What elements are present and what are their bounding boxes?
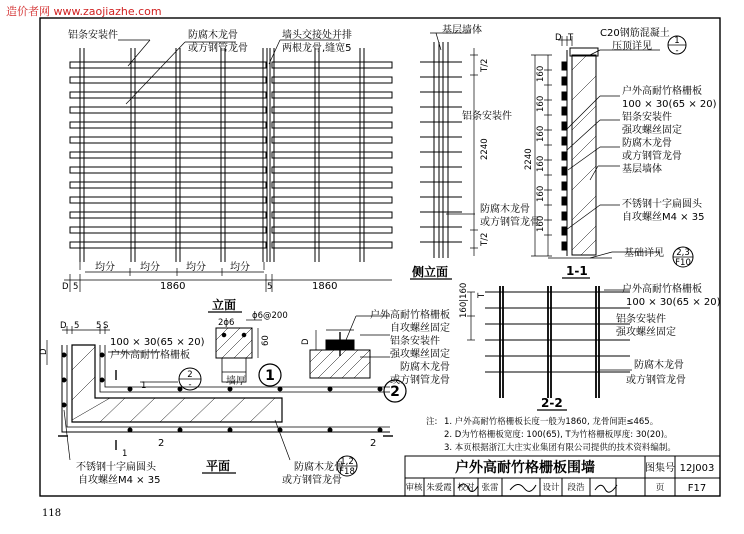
elevation-keel-label-2: 或方钢管龙骨 xyxy=(188,43,248,54)
elevation-dim-d: D xyxy=(62,282,69,292)
section11-dim-t: T xyxy=(568,33,574,43)
section11-boards xyxy=(562,62,566,250)
detail1-num: 1 xyxy=(265,368,275,384)
plan-ref-num: 2 xyxy=(187,370,193,380)
plan-mark-1b: 1 xyxy=(122,449,128,459)
section22-keel-1: 防腐木龙骨 xyxy=(634,360,684,371)
section11-keel-label-1: 防腐木龙骨 xyxy=(622,138,672,149)
side-keel-label-1: 防腐木龙骨 xyxy=(480,204,530,215)
plan-mark-1: 1 xyxy=(141,381,147,391)
section11-base-wall-label: 基层墙体 xyxy=(622,164,662,175)
title-block-check-name: 张雷 xyxy=(481,483,499,493)
watermark: 造价者网 www.zaojiazhe.com xyxy=(6,5,162,18)
elevation-joint-label-1: 墙头交接处并排 xyxy=(282,30,352,41)
plan-keel-label-1: 防腐木龙骨 xyxy=(294,462,344,473)
section11-foundation-label: 基础详见 xyxy=(624,248,664,259)
plan-dim-d-vert: D xyxy=(39,348,49,355)
section11-dim-step-2: 160 xyxy=(536,95,546,112)
detail2-leaders xyxy=(346,316,390,357)
detail2-fitting: 铝条安装件 xyxy=(390,336,440,347)
elevation-view xyxy=(64,40,392,292)
notes-item-2: 2. D为竹格栅板宽度: 100(65), T为竹格栅板厚度: 30(20)。 xyxy=(444,430,673,440)
section11-dim-step-5: 160 xyxy=(536,185,546,202)
section22-view xyxy=(467,286,632,398)
side-keel-label-2: 或方钢管龙骨 xyxy=(480,217,540,228)
detail2-board-label: 户外高耐竹格栅板 xyxy=(370,310,450,321)
section11-dim-step-6: 160 xyxy=(536,215,546,232)
section22-caption: 2-2 xyxy=(541,396,563,410)
notes-item-3: 3. 本页根据浙江大庄实业集团有限公司提供的技术资料编制。 xyxy=(444,443,676,453)
section22-fitting: 铝条安装件 xyxy=(616,314,666,325)
section22-t: T xyxy=(477,292,487,298)
section11-dim-step-3: 160 xyxy=(536,125,546,142)
section11-board-size: 100 × 30(65 × 20) xyxy=(622,99,717,110)
title-block-review: 审核 xyxy=(405,483,423,493)
detail2-screw-fix2: 强攻螺丝固定 xyxy=(390,349,450,360)
detail1-wall-thk: 墙厚 xyxy=(226,376,246,387)
side-base-wall-label: 基层墙体 xyxy=(442,25,482,36)
section11-screw-label-2: 自攻螺丝M4 × 35 xyxy=(622,212,705,223)
plan-keel-label-2: 或方钢管龙骨 xyxy=(282,475,342,486)
section11-screw-label-1: 不锈钢十字扁圆头 xyxy=(622,199,702,210)
side-fitting-label: 铝条安装件 xyxy=(462,111,512,122)
section11-keel-label-2: 或方钢管龙骨 xyxy=(622,151,682,162)
detail1-rebar: ϕ6@200 xyxy=(252,311,288,321)
section11-cap-label: C20钢筋混凝土 xyxy=(600,28,670,39)
detail1-coping xyxy=(216,328,252,358)
section11-dim-step-4: 160 xyxy=(536,155,546,172)
title-block-page-no: F17 xyxy=(687,483,707,494)
section22-keel-2: 或方钢管龙骨 xyxy=(626,375,686,386)
plan-dim-d: D xyxy=(60,321,67,331)
plan-ref2-num: 1,2 xyxy=(340,457,354,467)
plan-mark-2: 2 xyxy=(158,438,165,449)
section11-fitting-label: 铝条安装件 xyxy=(622,112,672,123)
page-number: 118 xyxy=(42,508,62,519)
side-dim-t2-bot: T/2 xyxy=(480,232,490,246)
notes-title: 注: xyxy=(426,417,438,427)
title-block-design: 设计 xyxy=(542,483,560,493)
section22-board-size: 100 × 30(65 × 20) xyxy=(626,297,721,308)
elevation-dim-span-2: 1860 xyxy=(312,281,338,292)
title-block-atlas-label: 图集号 xyxy=(645,463,675,474)
side-caption: 侧立面 xyxy=(412,265,449,279)
section11-dim-d: D xyxy=(555,33,562,43)
title-block-design-name: 段浩 xyxy=(567,483,585,493)
side-dim-t2-top: T/2 xyxy=(480,58,490,72)
detail1-rebar2: 2ϕ6 xyxy=(218,318,235,328)
plan-screw-label-1: 不锈钢十字扁圆头 xyxy=(76,462,156,473)
section11-cap-ref-sheet: - xyxy=(675,46,679,56)
elevation-joint-label-2: 两根龙骨,缝宽5 xyxy=(282,43,352,54)
plan-board-label: 户外高耐竹格栅板 xyxy=(110,350,190,361)
detail2-screw-fix: 自攻螺丝固定 xyxy=(390,323,450,334)
section11-wall xyxy=(572,55,596,255)
signature-design xyxy=(595,485,617,492)
plan-caption: 平面 xyxy=(206,459,231,473)
elevation-equal-3: 均分 xyxy=(186,262,206,273)
title-block-title: 户外高耐竹格栅板围墙 xyxy=(455,460,595,476)
detail1-height: 60 xyxy=(261,335,271,346)
section11-caption: 1-1 xyxy=(566,264,588,278)
section11-board-label: 户外高耐竹格栅板 xyxy=(622,86,702,97)
plan-dim-5: 5 xyxy=(74,321,80,331)
title-block-review-name: 朱爱霞 xyxy=(426,483,452,493)
elevation-dim-5: 5 xyxy=(73,282,79,292)
elevation-equal-2: 均分 xyxy=(140,262,160,273)
elevation-caption: 立面 xyxy=(212,298,237,312)
section11-foundation-sheet: F10 xyxy=(675,258,691,268)
elevation-dim-5b: 5 xyxy=(267,282,273,292)
detail2-keel-2: 或方钢管龙骨 xyxy=(390,375,450,386)
section22-boards xyxy=(485,292,630,372)
elevation-dim-span-1: 1860 xyxy=(160,281,186,292)
side-boards xyxy=(420,62,462,242)
elevation-keel-label-1: 防腐木龙骨 xyxy=(188,30,238,41)
section22-screw-fix: 强攻螺丝固定 xyxy=(616,327,676,338)
title-block-atlas-no: 12J003 xyxy=(679,463,715,474)
side-view xyxy=(420,33,478,258)
plan-ref2-sheet: F18 xyxy=(339,467,355,477)
plan-dim-s: S xyxy=(103,321,109,331)
side-dim-height: 2240 xyxy=(480,138,490,160)
plan-ref-sheet: - xyxy=(188,380,192,390)
side-leaders xyxy=(430,33,475,214)
detail2-d: D xyxy=(301,338,311,345)
side-dimensions xyxy=(470,48,478,256)
signature-check xyxy=(510,484,536,491)
detail2-keel-1: 防腐木龙骨 xyxy=(400,362,450,373)
detail2-num: 2 xyxy=(390,384,400,400)
plan-dim-5b: 5 xyxy=(96,321,102,331)
plan-mark-2b: 2 xyxy=(370,438,377,449)
title-block-check: 校对 xyxy=(457,483,475,493)
elevation-equal-1: 均分 xyxy=(95,262,115,273)
elevation-fitting-label: 铝条安装件 xyxy=(68,30,118,41)
elevation-posts xyxy=(80,48,364,262)
section22-dim: 160|160 xyxy=(459,282,469,318)
section22-board-label: 户外高耐竹格栅板 xyxy=(622,284,702,295)
elevation-equal-4: 均分 xyxy=(230,262,250,273)
plan-board-size: 100 × 30(65 × 20) xyxy=(110,337,205,348)
notes-item-1: 1. 户外高耐竹格栅板长度一般为1860, 龙骨间距≤465。 xyxy=(444,417,659,427)
section11-cap-ref-label: 压顶详见 xyxy=(612,41,652,52)
side-posts xyxy=(434,42,448,258)
title-block-page-label: 页 xyxy=(655,483,665,493)
elevation-boards xyxy=(70,62,392,248)
section11-dim-height: 2240 xyxy=(524,148,534,170)
section11-cap-ref-num: 1 xyxy=(674,36,680,46)
section22-keels xyxy=(500,286,599,398)
plan-screw-label-2: 自攻螺丝M4 × 35 xyxy=(78,475,161,486)
section11-screw-fix-label: 强攻螺丝固定 xyxy=(622,125,682,136)
section11-foundation-num: 2,3 xyxy=(676,248,690,258)
section11-dim-step-1: 160 xyxy=(536,65,546,82)
